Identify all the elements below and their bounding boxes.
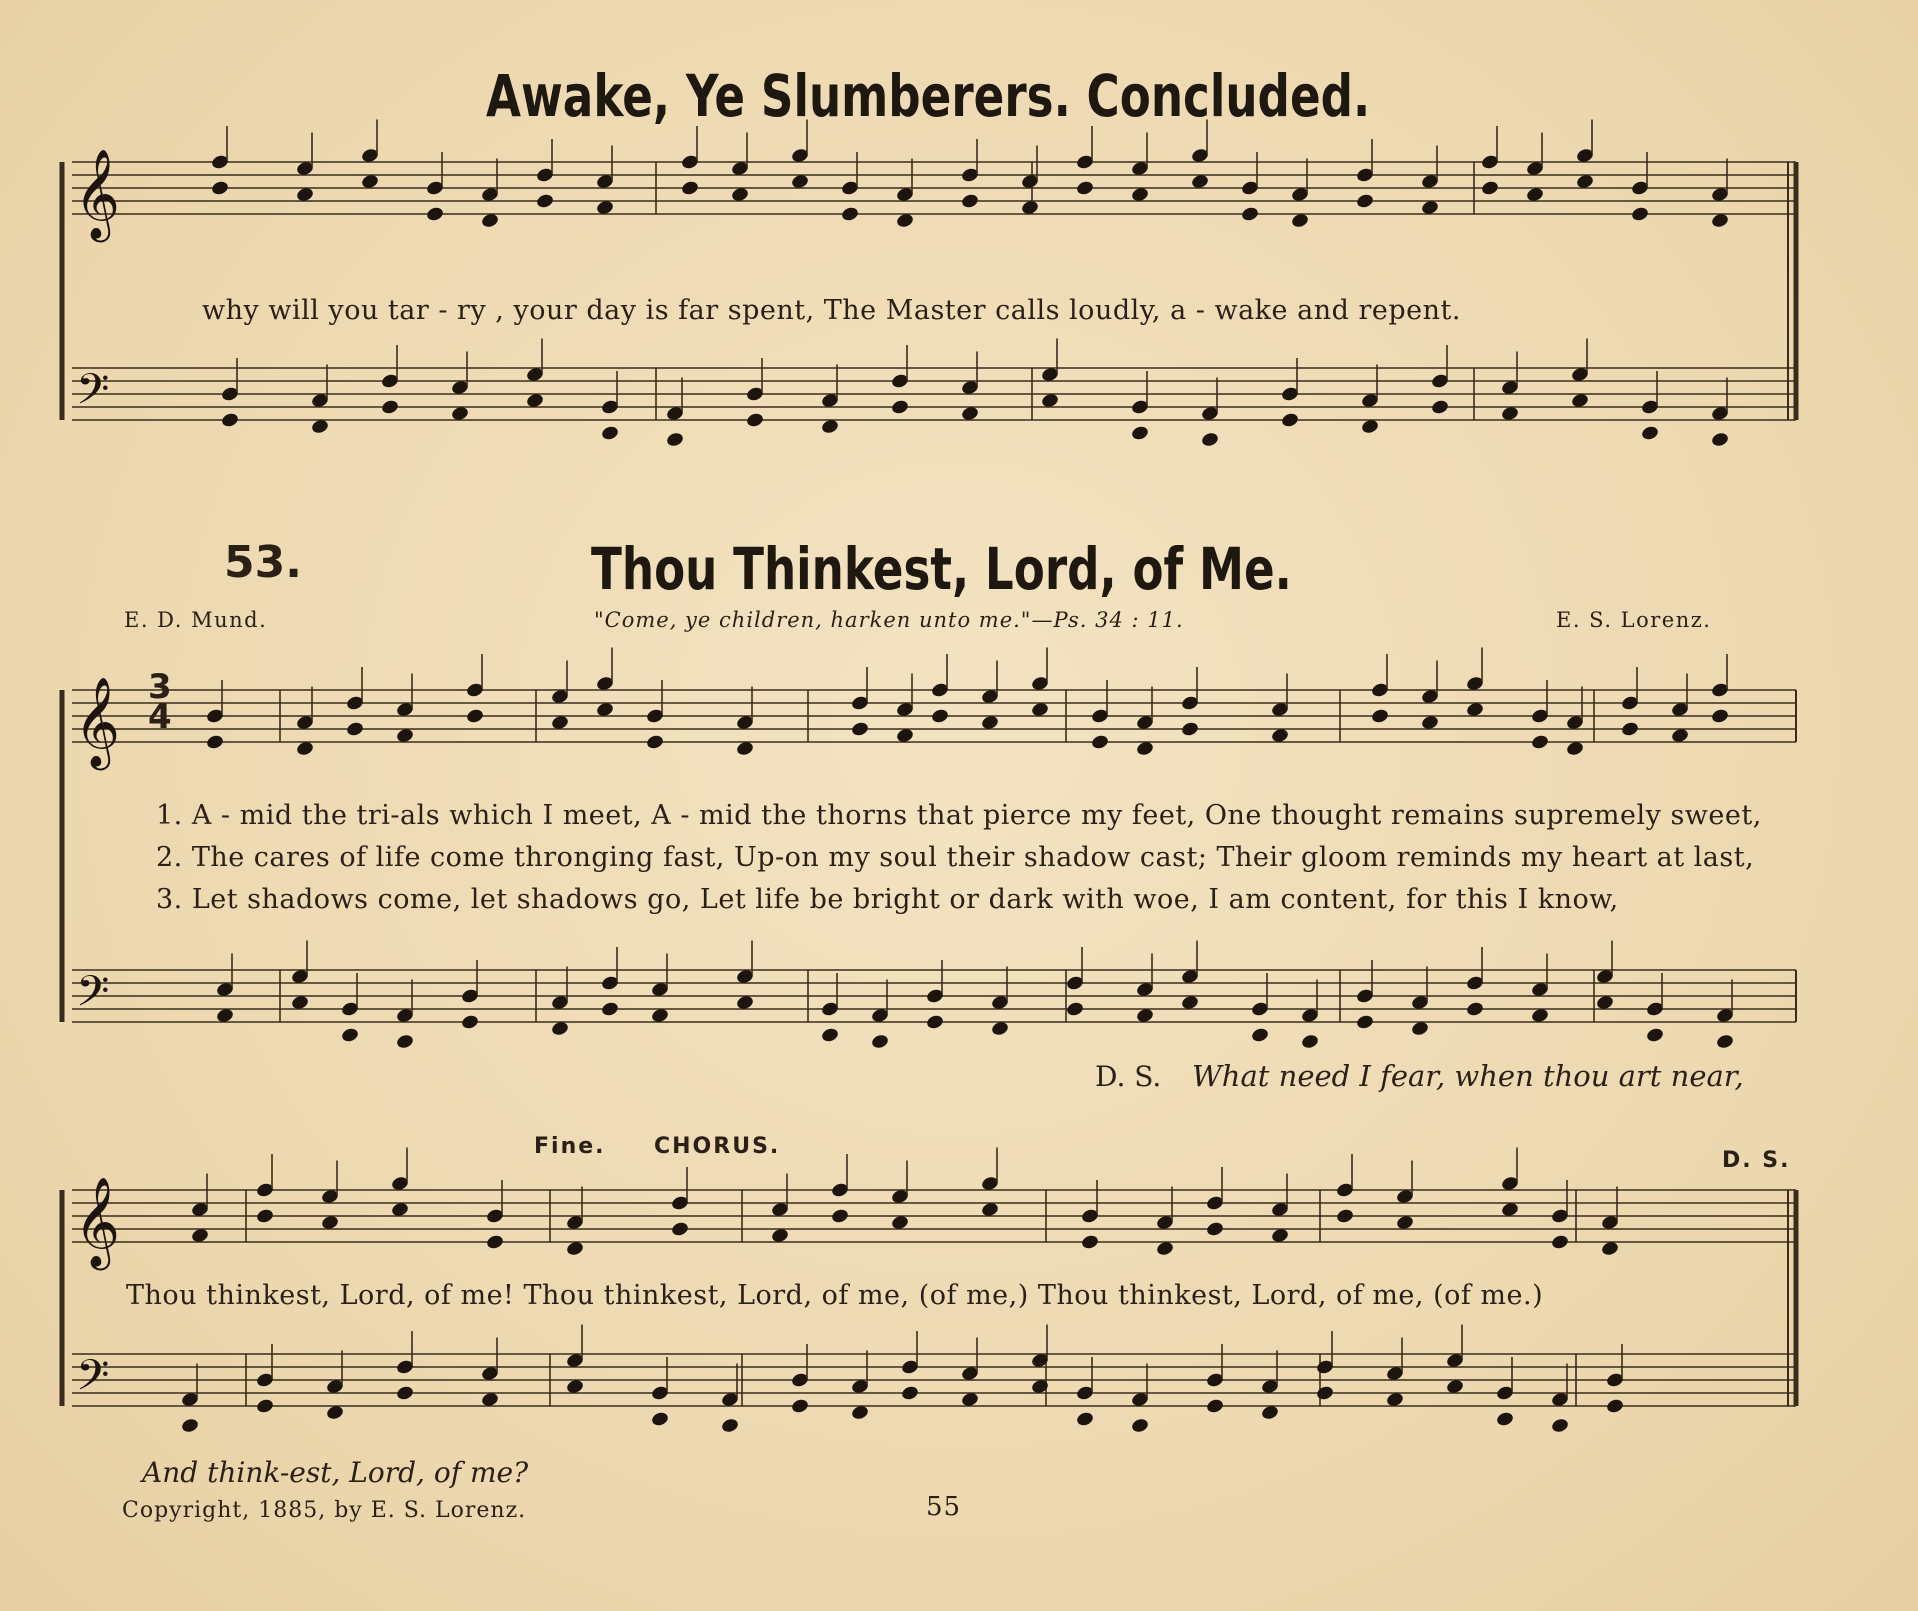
note-head xyxy=(1075,180,1094,197)
note-head xyxy=(1645,1027,1664,1044)
note-head xyxy=(1355,193,1374,210)
note-head xyxy=(1300,1033,1319,1050)
note-head xyxy=(485,1234,504,1251)
bass-clef-icon: 𝄢 xyxy=(76,1351,110,1411)
note-head xyxy=(1130,1417,1149,1434)
verse-line-2: 2. The cares of life come thronging fast, Up-on my soul their shadow cast; Their gloom reminds my heart at last, xyxy=(156,842,1755,873)
note-head xyxy=(1355,1014,1374,1031)
note-head xyxy=(380,399,399,416)
note-head xyxy=(1315,1385,1334,1402)
treble-clef-icon: 𝄞 xyxy=(74,677,121,767)
ds-lyric: What need I fear, when thou art near, xyxy=(1192,1059,1744,1093)
time-signature-bottom: 4 xyxy=(148,697,172,737)
hymn-number: 53. xyxy=(224,537,302,588)
note-head xyxy=(925,1014,944,1031)
note-head xyxy=(680,180,699,197)
note-head xyxy=(645,734,664,751)
time-signature-top: 3 xyxy=(148,667,172,707)
note-head xyxy=(890,399,909,416)
note-head xyxy=(1180,721,1199,738)
note-head xyxy=(255,1208,274,1225)
chorus-lyric-line: Thou thinkest, Lord, of me! Thou thinkest, Lord, of me, (of me,) Thou thinkest, Lord, of me, (of me.) xyxy=(126,1280,1544,1311)
note-head xyxy=(1640,425,1659,442)
note-head xyxy=(1250,1027,1269,1044)
note-head xyxy=(720,1417,739,1434)
note-head xyxy=(1090,734,1109,751)
note-head xyxy=(900,1385,919,1402)
note-head xyxy=(1335,1208,1354,1225)
note-head xyxy=(205,734,224,751)
note-head xyxy=(1080,1234,1099,1251)
note-head xyxy=(665,431,684,448)
bass-clef-icon: 𝄢 xyxy=(76,365,110,425)
note-head xyxy=(960,193,979,210)
note-head xyxy=(1710,431,1729,448)
note-head xyxy=(1205,1221,1224,1238)
note-head xyxy=(670,1221,689,1238)
note-head xyxy=(1430,399,1449,416)
note-head xyxy=(930,708,949,725)
note-head xyxy=(340,1027,359,1044)
note-head xyxy=(220,412,239,429)
hymn-title: Thou Thinkest, Lord, of Me. xyxy=(591,535,1292,603)
bass-clef-icon: 𝄢 xyxy=(76,967,110,1027)
note-head xyxy=(535,193,554,210)
note-head xyxy=(600,425,619,442)
fine-marker: Fine. xyxy=(534,1134,606,1159)
concluded-lyric-line: why will you tar - ry , your day is far spent, The Master calls loudly, a - wake and repent. xyxy=(202,295,1461,326)
note-head xyxy=(1550,1417,1569,1434)
note-head xyxy=(1495,1411,1514,1428)
ending-lyric: And think-est, Lord, of me? xyxy=(142,1456,529,1489)
hymn-author: E. D. Mund. xyxy=(124,608,268,632)
note-head xyxy=(1280,412,1299,429)
ds-end-marker: D. S. xyxy=(1722,1148,1791,1173)
treble-clef-icon: 𝄞 xyxy=(74,1177,121,1267)
note-head xyxy=(1200,431,1219,448)
note-head xyxy=(345,721,364,738)
note-head xyxy=(870,1033,889,1050)
note-head xyxy=(1075,1411,1094,1428)
treble-clef-icon: 𝄞 xyxy=(74,149,121,239)
note-head xyxy=(820,1027,839,1044)
hymn-scripture: "Come, ye children, harken unto me."—Ps. 34 : 11. xyxy=(594,608,1184,632)
hymn-composer: E. S. Lorenz. xyxy=(1556,608,1712,632)
note-head xyxy=(840,206,859,223)
verse-line-1: 1. A - mid the tri-als which I meet, A - mid the thorns that pierce my feet, One thought remains supremely sweet, xyxy=(156,800,1762,831)
note-head xyxy=(1065,1001,1084,1018)
note-head xyxy=(395,1385,414,1402)
note-head xyxy=(1715,1033,1734,1050)
note-head xyxy=(465,708,484,725)
note-head xyxy=(1550,1234,1569,1251)
note-head xyxy=(600,1001,619,1018)
note-head xyxy=(1605,1398,1624,1415)
note-head xyxy=(460,1014,479,1031)
note-head xyxy=(1630,206,1649,223)
note-head xyxy=(1240,206,1259,223)
note-head xyxy=(1465,1001,1484,1018)
note-head xyxy=(1620,721,1639,738)
verse-line-3: 3. Let shadows come, let shadows go, Let life be bright or dark with woe, I am content, for this I know, xyxy=(156,884,1619,915)
note-head xyxy=(1480,180,1499,197)
page-number: 55 xyxy=(926,1492,962,1522)
ds-label: D. S. xyxy=(1095,1060,1162,1093)
section-title-concluded: Awake, Ye Slumberers. Concluded. xyxy=(486,62,1371,130)
note-head xyxy=(1130,425,1149,442)
chorus-marker: CHORUS. xyxy=(654,1134,781,1159)
time-signature-treble xyxy=(148,667,172,737)
note-head xyxy=(210,180,229,197)
note-head xyxy=(255,1398,274,1415)
note-head xyxy=(830,1208,849,1225)
note-head xyxy=(1530,734,1549,751)
note-head xyxy=(1205,1398,1224,1415)
note-head xyxy=(1370,708,1389,725)
note-head xyxy=(425,206,444,223)
note-head xyxy=(745,412,764,429)
note-head xyxy=(395,1033,414,1050)
note-head xyxy=(790,1398,809,1415)
note-head xyxy=(180,1417,199,1434)
note-head xyxy=(1710,708,1729,725)
note-head xyxy=(650,1411,669,1428)
copyright-notice: Copyright, 1885, by E. S. Lorenz. xyxy=(122,1498,527,1523)
note-head xyxy=(850,721,869,738)
